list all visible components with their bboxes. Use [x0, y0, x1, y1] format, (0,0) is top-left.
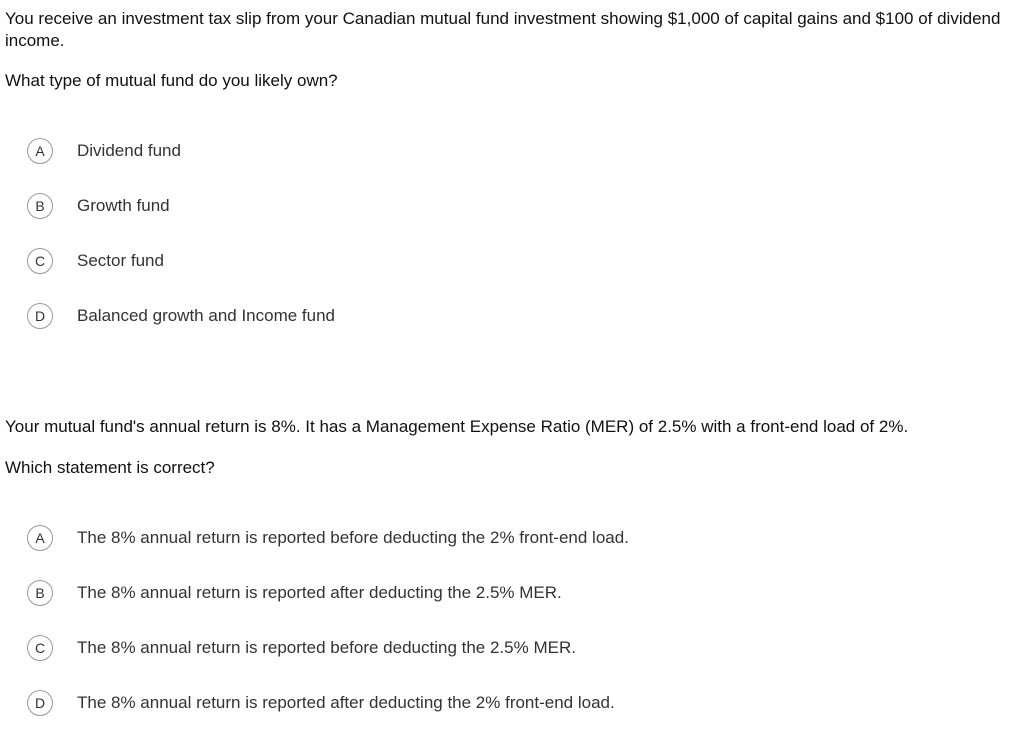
- option-label: The 8% annual return is reported before deducting the 2.5% MER.: [77, 638, 576, 657]
- option-label: Sector fund: [77, 251, 164, 270]
- option-label: Dividend fund: [77, 141, 181, 160]
- question-2-prompt: Which statement is correct?: [5, 458, 215, 477]
- option-letter-badge: C: [27, 635, 53, 661]
- option-label: Balanced growth and Income fund: [77, 306, 336, 325]
- option-letter-badge: A: [27, 525, 53, 551]
- option-letter-badge: D: [27, 690, 53, 716]
- option-label: The 8% annual return is reported before deducting the 2% front-end load.: [77, 528, 629, 547]
- question-1-text: You receive an investment tax slip from your Canadian mutual fund investment showing $1,000 of capital gains and $100 of dividend income.: [5, 9, 1001, 50]
- question-2-option-d[interactable]: [27, 689, 615, 717]
- option-label: The 8% annual return is reported after deducting the 2% front-end load.: [77, 693, 615, 712]
- question-1-option-c[interactable]: [27, 247, 164, 275]
- option-label: The 8% annual return is reported after deducting the 2.5% MER.: [77, 583, 562, 602]
- question-2-text: Your mutual fund's annual return is 8%. It has a Management Expense Ratio (MER) of 2.5% with a front-end load of 2%.: [5, 417, 909, 436]
- question-2-option-c[interactable]: [27, 634, 576, 662]
- option-letter-badge: B: [27, 193, 53, 219]
- question-1-option-d[interactable]: [27, 302, 335, 330]
- option-letter-badge: A: [27, 138, 53, 164]
- option-letter-badge: D: [27, 303, 53, 329]
- question-1-option-b[interactable]: [27, 192, 170, 220]
- question-1-prompt: What type of mutual fund do you likely own?: [5, 71, 338, 90]
- question-1-option-a[interactable]: [27, 137, 181, 165]
- question-2-option-a[interactable]: [27, 524, 629, 552]
- option-letter-badge: B: [27, 580, 53, 606]
- option-label: Growth fund: [77, 196, 170, 215]
- option-letter-badge: C: [27, 248, 53, 274]
- question-2-option-b[interactable]: [27, 579, 562, 607]
